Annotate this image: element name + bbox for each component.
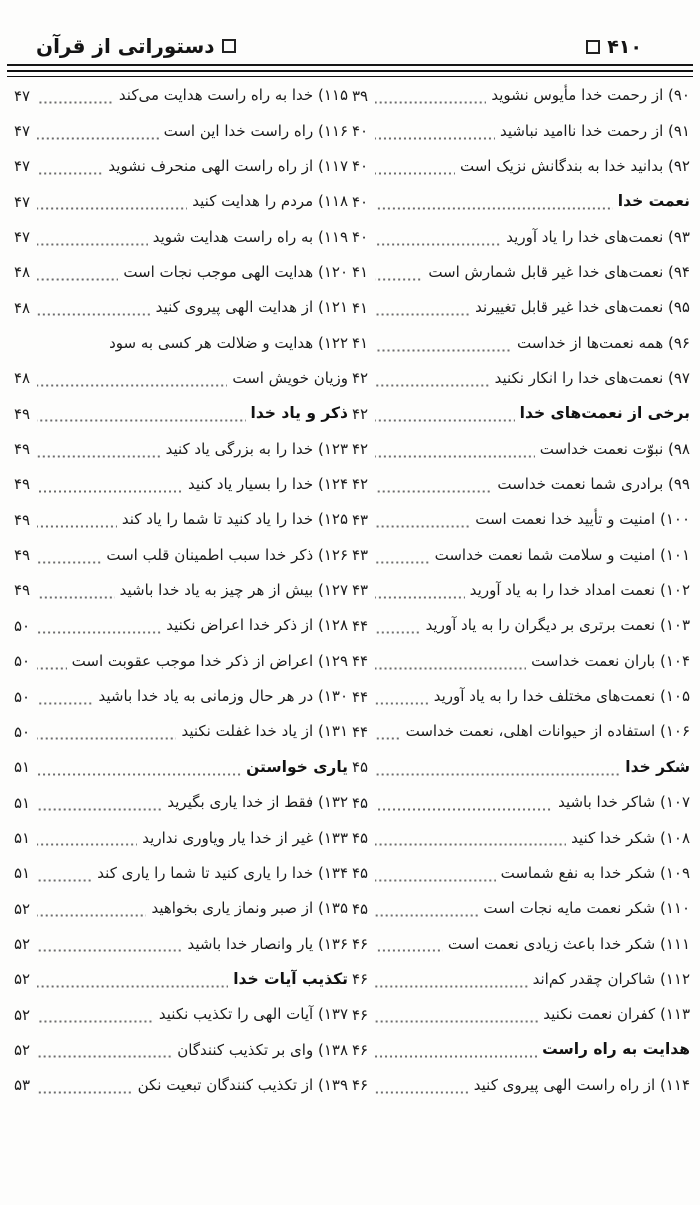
dot-leader: [375, 985, 528, 988]
toc-page-number: ۴۲: [352, 369, 369, 388]
toc-entry-label: ۱۱۴) از راه راست الهی پیروی کنید: [473, 1075, 690, 1094]
toc-page-number: ۴۷: [14, 192, 31, 211]
toc-entry: [14, 290, 348, 325]
dot-leader: [375, 808, 553, 811]
toc-entry: [14, 573, 348, 608]
toc-entry-label: ۱۲۵) خدا را یاد کنید تا شما را یاد کند: [121, 510, 348, 529]
toc-entry-label: ۱۰۷) شاکر خدا باشید: [558, 793, 690, 812]
square-ornament-icon: [586, 40, 600, 54]
dot-leader: [375, 278, 423, 281]
dot-leader: [37, 243, 148, 246]
toc-entry-label: ۹۵) نعمت‌های خدا غیر قابل تغییرند: [475, 298, 690, 317]
toc-page-number: ۴۷: [14, 228, 31, 247]
toc-entry: [14, 997, 348, 1032]
toc-right-column: [352, 78, 690, 1103]
toc-entry-label: ۹۷) نعمت‌های خدا را انکار نکنید: [494, 369, 690, 388]
toc-page-number: ۵۳: [14, 1076, 31, 1095]
toc-entry: [14, 714, 348, 749]
toc-entry-label: ۱۳۳) غیر از خدا یار ویاوری ندارید: [142, 828, 348, 847]
dot-leader: [37, 879, 92, 882]
toc-page-number: ۴۸: [14, 263, 31, 282]
toc-entry: [14, 856, 348, 891]
toc-entry: [352, 361, 690, 396]
toc-page-number: ۵۲: [14, 934, 31, 953]
toc-entry-label: ۱۰۸) شکر خدا کنید: [571, 828, 690, 847]
dot-leader: [37, 773, 241, 776]
toc-entry-label: ۱۰۴) باران نعمت خداست: [531, 651, 690, 670]
toc-entry-label: ۱۲۸) از ذکر خدا اعراض نکنید: [166, 616, 348, 635]
toc-page-number: ۵۲: [14, 1040, 31, 1059]
toc-entry: [14, 644, 348, 679]
toc-entry-label: ۱۲۶) ذکر خدا سبب اطمینان قلب است: [106, 545, 348, 564]
toc-page-number: ۴۶: [352, 1076, 369, 1095]
toc-entry-label: ۱۱۶) راه راست خدا این است: [163, 121, 348, 140]
toc-entry-label: ۱۲۲) هدایت و ضلالت هر کسی به سود: [109, 333, 348, 352]
book-title: دستوراتی از قرآن: [36, 34, 215, 58]
toc-entry-label: ۱۲۱) از هدایت الهی پیروی کنید: [155, 298, 348, 317]
toc-entry: [352, 467, 690, 502]
dot-leader: [37, 525, 117, 528]
dot-leader: [37, 949, 182, 952]
toc-entry-label: ۱۱۷) از راه راست الهی منحرف نشوید: [108, 156, 348, 175]
toc-entry: [14, 926, 348, 961]
toc-page-number: ۴۶: [352, 934, 369, 953]
toc-entry-label: ۹۹) برادری شما نعمت خداست: [497, 475, 690, 494]
toc-entry: [352, 290, 690, 325]
toc-entry-label: ۹۲) بدانید خدا به بندگانش نزیک است: [459, 156, 690, 175]
toc-section-heading: [352, 184, 690, 219]
dot-leader: [37, 1020, 154, 1023]
toc-page-number: ۴۰: [352, 122, 369, 141]
toc-entry: [14, 255, 348, 290]
toc-left-column: [14, 78, 348, 1103]
toc-entry-label: ۱۳۰) در هر حال وزمانی به یاد خدا باشید: [98, 687, 348, 706]
toc-page-number: ۴۱: [352, 263, 369, 282]
toc-entry-label: ۱۳۴) خدا را یاری کنید تا شما را یاری کند: [97, 863, 348, 882]
toc-page-number: ۴۲: [352, 475, 369, 494]
toc-entry-label: ۱۰۲) نعمت امداد خدا را به یاد آورید: [469, 581, 690, 600]
toc-entry-label: ۱۲۹) اعراض از ذکر خدا موجب عقوبت است: [71, 651, 348, 670]
dot-leader: [375, 737, 401, 740]
toc-entry: [14, 537, 348, 572]
toc-page-number: ۵۱: [14, 758, 31, 777]
toc-page-number: ۵۰: [14, 722, 31, 741]
toc-page-number: ۴۰: [352, 192, 369, 211]
toc-entry-label: ۱۲۴) خدا را بسیار یاد کنید: [188, 475, 348, 494]
toc-entry: [14, 184, 348, 219]
toc-entry: [14, 219, 348, 254]
dot-leader: [37, 596, 115, 599]
toc-page-number: ۵۰: [14, 687, 31, 706]
dot-leader: [37, 631, 161, 634]
toc-entry-label: ۹۴) نعمت‌های خدا غیر قابل شمارش است: [428, 263, 690, 282]
toc-page-number: ۴۹: [14, 510, 31, 529]
toc-entry-label: ۱۳۹) از تکذیب کنندگان تبعیت نکن: [137, 1075, 348, 1094]
toc-entry: [352, 78, 690, 113]
toc-entry-label: ۱۳۱) از یاد خدا غفلت نکنید: [181, 722, 348, 741]
toc-entry-label: ۱۰۰) امنیت و تأیید خدا نعمت است: [475, 510, 690, 529]
toc-entry: [352, 325, 690, 360]
toc-page-number: ۴۳: [352, 546, 369, 565]
dot-leader: [375, 172, 455, 175]
toc-entry: [352, 997, 690, 1032]
toc-page-number: ۴۱: [352, 334, 369, 353]
toc-page-number: ۴۹: [14, 404, 31, 423]
toc-page-number: ۴۹: [14, 475, 31, 494]
toc-entry-label: نعمت خدا: [617, 192, 690, 211]
header-title-group: [36, 34, 243, 58]
toc-page-number: ۴۶: [352, 1040, 369, 1059]
dot-leader: [37, 1055, 172, 1058]
dot-leader: [37, 914, 146, 917]
dot-leader: [375, 313, 470, 316]
dot-leader: [375, 843, 566, 846]
toc-section-heading: [14, 396, 348, 431]
dot-leader: [375, 490, 492, 493]
toc-entry: [14, 431, 348, 466]
toc-page-number: ۵۲: [14, 970, 31, 989]
dot-leader: [375, 949, 443, 952]
toc-entry: [352, 608, 690, 643]
toc-entry: [352, 820, 690, 855]
dot-leader: [37, 843, 137, 846]
toc-section-heading: [14, 962, 348, 997]
toc-page-number: ۵۱: [14, 828, 31, 847]
dot-leader: [375, 1020, 538, 1023]
toc-entry-label: ۱۰۵) نعمت‌های مختلف خدا را به یاد آورید: [433, 687, 690, 706]
toc-entry: [14, 785, 348, 820]
toc-section-heading: [352, 750, 690, 785]
toc-page-number: ۴۰: [352, 228, 369, 247]
dot-leader: [37, 101, 114, 104]
toc-entry-label: ۱۱۹) به راه راست هدایت شوید: [152, 227, 348, 246]
toc-entry-label: ۱۲۳) خدا را به بزرگی یاد کنید: [165, 439, 348, 458]
page-number: ۴۱۰: [607, 36, 642, 58]
toc-entry: [14, 820, 348, 855]
toc-entry: [352, 219, 690, 254]
toc-entry-label: ۱۱۸) مردم را هدایت کنید: [192, 192, 348, 211]
dot-leader: [375, 914, 478, 917]
dot-leader: [37, 1091, 133, 1094]
toc-page-number: ۴۳: [352, 510, 369, 529]
dot-leader: [375, 1091, 469, 1094]
toc-page-number: ۵۱: [14, 793, 31, 812]
dot-leader: [375, 207, 613, 210]
dot-leader: [37, 737, 176, 740]
toc-page-number: ۴۴: [352, 652, 369, 671]
toc-entry: [352, 573, 690, 608]
toc-page-number: ۴۴: [352, 722, 369, 741]
toc-entry: [352, 962, 690, 997]
toc-entry-label: ذکر و یاد خدا: [250, 404, 348, 423]
toc-entry: [352, 714, 690, 749]
toc-entry: [352, 149, 690, 184]
dot-leader: [37, 207, 187, 210]
toc-page-number: ۴۲: [352, 404, 369, 423]
dot-leader: [37, 172, 103, 175]
toc-entry-label: ۱۰۹) شکر خدا به نفع شماست: [500, 863, 690, 882]
toc-entry: [14, 1032, 348, 1067]
toc-entry: [14, 608, 348, 643]
toc-page-number: ۴۷: [14, 86, 31, 105]
toc-entry-label: وزیان خویش است: [232, 369, 348, 388]
toc-page-number: ۴۲: [352, 440, 369, 459]
toc-page-number: ۴۹: [14, 581, 31, 600]
toc-entry: [352, 856, 690, 891]
toc-page-number: ۵۲: [14, 1005, 31, 1024]
header-rule-thin: [7, 64, 693, 66]
toc-entry-label: ۹۶) همه نعمت‌ها از خداست: [517, 333, 690, 352]
toc-entry-label: تکذیب آیات خدا: [233, 969, 348, 988]
toc-entry-label: ۱۳۷) آیات الهی را تکذیب نکنید: [158, 1005, 348, 1024]
toc-entry: [14, 113, 348, 148]
toc-entry-label: ۱۱۱) شکر خدا باعث زیادی نعمت است: [447, 934, 690, 953]
toc-page-number: ۴۸: [14, 369, 31, 388]
toc-page-number: ۵۱: [14, 864, 31, 883]
toc-entry: [352, 431, 690, 466]
toc-page-number: ۴۵: [352, 899, 369, 918]
dot-leader: [375, 525, 470, 528]
toc-entry-label: ۹۳) نعمت‌های خدا را یاد آورید: [506, 227, 690, 246]
toc-section-heading: [352, 1032, 690, 1067]
toc-page-number: ۴۳: [352, 581, 369, 600]
toc-page-number: ۴۹: [14, 546, 31, 565]
dot-leader: [375, 384, 490, 387]
toc-page-number: ۵۲: [14, 899, 31, 918]
header-page-number-group: [579, 36, 642, 58]
toc-entry-label: برخی از نعمت‌های خدا: [519, 404, 690, 423]
toc-entry-label: ۱۰۶) استفاده از حیوانات اهلی، نعمت خداست: [405, 722, 690, 741]
dot-leader: [375, 1055, 537, 1058]
dot-leader: [375, 773, 620, 776]
toc-entry-label: ۹۱) از رحمت خدا ناامید نباشید: [499, 121, 690, 140]
toc-entry-label: ۱۲۰) هدایت الهی موجب نجات است: [123, 263, 348, 282]
toc-page-number: ۴۹: [14, 440, 31, 459]
toc-page-number: ۴۵: [352, 864, 369, 883]
dot-leader: [375, 243, 501, 246]
dot-leader: [375, 137, 495, 140]
toc-page-number: ۴۶: [352, 970, 369, 989]
dot-leader: [375, 561, 430, 564]
dot-leader: [37, 667, 67, 670]
toc-entry-label: ۱۳۵) از صبر ونماز یاری بخواهید: [151, 899, 348, 918]
dot-leader: [375, 879, 496, 882]
toc-section-heading: [14, 750, 348, 785]
toc-entry-label: ۱۳۸) وای بر تکذیب کنندگان: [177, 1040, 348, 1059]
toc-entry-label: ۱۱۵) خدا به راه راست هدایت می‌کند: [118, 86, 348, 105]
dot-leader: [375, 596, 465, 599]
toc-entry: [352, 644, 690, 679]
dot-leader: [375, 631, 421, 634]
dot-leader: [375, 101, 486, 104]
toc-entry-label: ۹۸) نبوّت نعمت خداست: [539, 439, 690, 458]
toc-page-number: ۴۴: [352, 616, 369, 635]
dot-leader: [375, 667, 526, 670]
toc-entry-label: یاری خواستن: [246, 757, 348, 776]
toc-page-number: ۴۸: [14, 298, 31, 317]
toc-entry-label: ۱۱۲) شاکران چقدر کم‌اند: [532, 969, 690, 988]
toc-entry-label: ۱۲۷) بیش از هر چیز به یاد خدا باشید: [119, 581, 348, 600]
dot-leader: [37, 278, 118, 281]
dot-leader: [37, 561, 101, 564]
toc-entry: [14, 467, 348, 502]
toc-entry-label: ۱۳۲) فقط از خدا یاری بگیرید: [167, 793, 348, 812]
dot-leader: [37, 490, 183, 493]
toc-page-number: ۴۵: [352, 758, 369, 777]
toc-entry: [14, 78, 348, 113]
toc-section-heading: [352, 396, 690, 431]
toc-entry: [352, 537, 690, 572]
toc-entry: [352, 502, 690, 537]
toc-page-number: ۴۵: [352, 793, 369, 812]
toc-page-number: ۴۶: [352, 1005, 369, 1024]
toc-entry-continuation: [14, 361, 348, 396]
square-ornament-icon: [222, 39, 236, 53]
toc-entry-label: هدایت به راه راست: [542, 1040, 690, 1059]
toc-entry-label: شکر خدا: [625, 757, 690, 776]
dot-leader: [37, 419, 246, 422]
toc-entry: [14, 1068, 348, 1103]
toc-entry-label: ۱۳۶) یار وانصار خدا باشید: [187, 934, 348, 953]
toc-entry: [352, 1068, 690, 1103]
toc-entry-label: ۱۰۱) امنیت و سلامت شما نعمت خداست: [434, 545, 690, 564]
dot-leader: [37, 137, 159, 140]
dot-leader: [375, 455, 535, 458]
toc-entry: [352, 679, 690, 714]
toc-entry-label: ۱۱۰) شکر نعمت مایه نجات است: [483, 899, 690, 918]
dot-leader: [37, 384, 227, 387]
toc-entry: [352, 113, 690, 148]
toc-page-number: ۴۴: [352, 687, 369, 706]
toc-entry: [352, 891, 690, 926]
toc-page-number: ۴۵: [352, 828, 369, 847]
dot-leader: [375, 702, 429, 705]
toc-entry-label: ۹۰) از رحمت خدا مأیوس نشوید: [491, 86, 690, 105]
toc-page-number: ۴۱: [352, 298, 369, 317]
toc-entry: [352, 926, 690, 961]
dot-leader: [37, 313, 151, 316]
toc-entry: [14, 502, 348, 537]
dot-leader: [375, 349, 512, 352]
dot-leader: [37, 455, 161, 458]
toc-page-number: ۵۰: [14, 652, 31, 671]
toc-entry: [352, 785, 690, 820]
dot-leader: [375, 419, 515, 422]
toc-entry: [352, 255, 690, 290]
header-rule-double: [7, 70, 693, 77]
dot-leader: [37, 808, 162, 811]
toc-page-number: ۴۷: [14, 157, 31, 176]
toc-entry: [14, 679, 348, 714]
dot-leader: [37, 702, 94, 705]
toc-entry: [14, 149, 348, 184]
dot-leader: [37, 985, 228, 988]
toc-entry: [14, 891, 348, 926]
toc-page-number: ۵۰: [14, 616, 31, 635]
toc-page-number: ۳۹: [352, 86, 369, 105]
toc-entry-label: ۱۱۳) کفران نعمت نکنید: [543, 1005, 690, 1024]
toc-page-number: ۴۰: [352, 157, 369, 176]
toc-entry-wrapped-line: [14, 325, 348, 360]
toc-entry-label: ۱۰۳) نعمت برتری بر دیگران را به یاد آورید: [425, 616, 690, 635]
toc-page-number: ۴۷: [14, 122, 31, 141]
